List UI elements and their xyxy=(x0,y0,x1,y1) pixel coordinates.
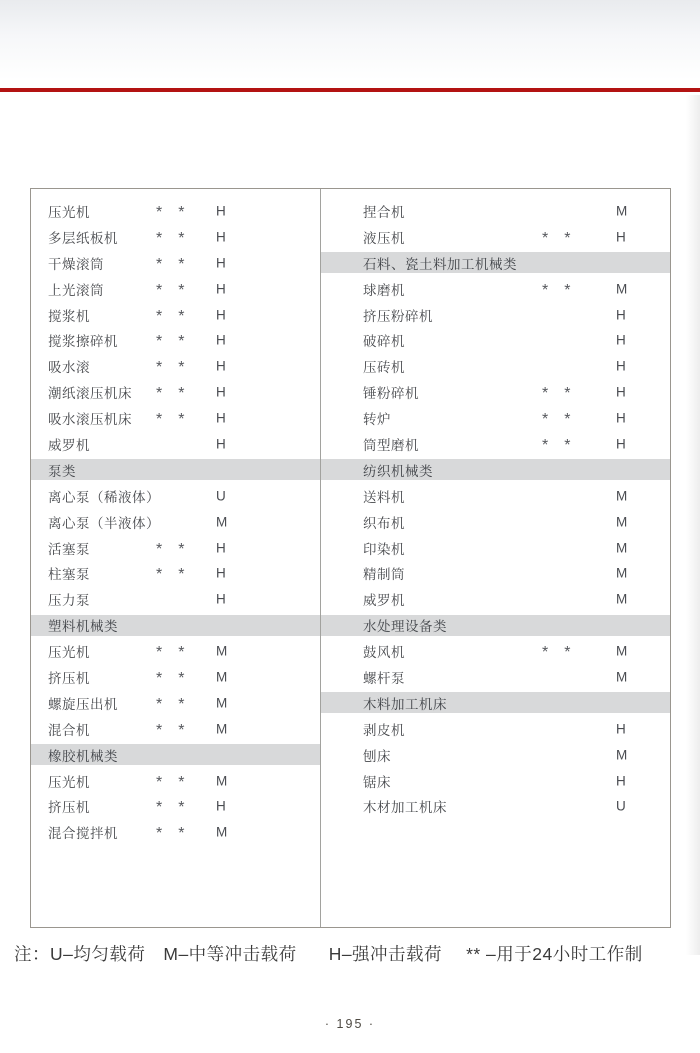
duty-24h-stars: ** xyxy=(156,385,201,403)
table-row xyxy=(321,483,670,509)
section-header-band xyxy=(31,459,320,480)
table-row xyxy=(31,276,320,302)
load-symbol: H xyxy=(216,540,227,556)
load-symbol: M xyxy=(216,695,228,711)
table-row xyxy=(321,509,670,535)
machine-name: 鼓风机 xyxy=(363,645,405,661)
duty-24h-stars: ** xyxy=(156,255,201,273)
table-row xyxy=(321,198,670,224)
machine-name: 挤压机 xyxy=(48,800,90,816)
section-header-band xyxy=(321,692,670,713)
table-row xyxy=(31,560,320,586)
load-symbol: H xyxy=(616,384,627,400)
machine-name: 搅浆机 xyxy=(48,308,90,324)
table-row xyxy=(31,431,320,457)
section-header-band xyxy=(31,744,320,765)
machine-name: 混合机 xyxy=(48,722,90,738)
duty-24h-stars: ** xyxy=(156,411,201,429)
table-row xyxy=(321,793,670,819)
machine-name: 压力泵 xyxy=(48,593,90,609)
table-column-left xyxy=(31,189,321,927)
legend-item-u: U–均匀载荷 xyxy=(50,944,146,964)
duty-24h-stars: ** xyxy=(156,773,201,791)
duty-24h-stars: ** xyxy=(156,644,201,662)
duty-24h-stars: ** xyxy=(156,333,201,351)
load-symbol: H xyxy=(216,384,227,400)
machine-name: 锯床 xyxy=(363,774,391,790)
load-symbol: M xyxy=(216,773,228,789)
machine-name: 织布机 xyxy=(363,515,405,531)
machine-name: 筒型磨机 xyxy=(363,437,419,453)
machine-name: 挤压粉碎机 xyxy=(363,308,433,324)
table-row xyxy=(31,302,320,328)
load-symbol: H xyxy=(216,591,227,607)
table-row xyxy=(31,638,320,664)
machine-name: 压砖机 xyxy=(363,360,405,376)
table-row xyxy=(321,327,670,353)
load-symbol: H xyxy=(216,410,227,426)
duty-24h-stars: ** xyxy=(542,281,587,299)
section-header-row xyxy=(31,457,320,483)
duty-24h-stars: ** xyxy=(156,669,201,687)
page-number: · 195 · xyxy=(324,1017,376,1031)
machine-name: 活塞泵 xyxy=(48,541,90,557)
table-row xyxy=(31,768,320,794)
legend-note xyxy=(14,941,694,966)
section-header-row xyxy=(31,612,320,638)
machine-name: 威罗机 xyxy=(363,593,405,609)
load-symbol: M xyxy=(216,669,228,685)
load-symbol: M xyxy=(216,643,228,659)
machine-name: 挤压机 xyxy=(48,670,90,686)
duty-24h-stars: ** xyxy=(156,359,201,377)
load-symbol: H xyxy=(216,229,227,245)
table-row xyxy=(31,716,320,742)
table-row xyxy=(31,379,320,405)
load-symbol: H xyxy=(216,281,227,297)
load-symbol: M xyxy=(216,514,228,530)
table-row xyxy=(31,483,320,509)
section-title: 水处理设备类 xyxy=(363,619,447,635)
duty-24h-stars: ** xyxy=(156,307,201,325)
table-row xyxy=(321,586,670,612)
duty-24h-stars: ** xyxy=(156,566,201,584)
load-symbol: H xyxy=(216,358,227,374)
header-rule xyxy=(0,88,700,92)
load-symbol: H xyxy=(216,332,227,348)
machine-name: 精制筒 xyxy=(363,567,405,583)
section-header-band xyxy=(321,252,670,273)
table-row xyxy=(321,224,670,250)
table-row xyxy=(321,353,670,379)
table-row xyxy=(321,638,670,664)
load-symbol: H xyxy=(616,773,627,789)
machine-name: 捏合机 xyxy=(363,204,405,220)
table-row xyxy=(321,664,670,690)
table-row xyxy=(321,768,670,794)
load-symbol: M xyxy=(216,824,228,840)
table-row xyxy=(31,353,320,379)
table-row xyxy=(31,793,320,819)
load-symbol: H xyxy=(616,721,627,737)
legend-item-h: H–强冲击载荷 xyxy=(328,944,443,964)
duty-24h-stars: ** xyxy=(156,203,201,221)
machine-name: 潮纸滚压机床 xyxy=(48,386,132,402)
machine-name: 离心泵（稀液体） xyxy=(48,489,160,505)
machine-name: 上光滚筒 xyxy=(48,282,104,298)
machine-name: 刨床 xyxy=(363,748,391,764)
load-symbol: M xyxy=(616,565,628,581)
machine-name: 混合搅拌机 xyxy=(48,826,118,842)
section-title: 泵类 xyxy=(48,463,76,479)
machine-name: 吸水滚 xyxy=(48,360,90,376)
machine-name: 木材加工机床 xyxy=(363,800,447,816)
machine-name: 螺旋压出机 xyxy=(48,696,118,712)
table-row xyxy=(321,742,670,768)
duty-24h-stars: ** xyxy=(156,540,201,558)
duty-24h-stars: ** xyxy=(156,721,201,739)
note-label: 注： xyxy=(14,944,50,964)
load-symbol: M xyxy=(616,540,628,556)
section-header-row xyxy=(321,250,670,276)
table-row xyxy=(31,224,320,250)
load-symbol: H xyxy=(616,229,627,245)
duty-24h-stars: ** xyxy=(542,644,587,662)
load-symbol: U xyxy=(216,488,227,504)
section-header-row xyxy=(31,742,320,768)
load-symbol: M xyxy=(616,203,628,219)
table-row xyxy=(31,198,320,224)
load-symbol: M xyxy=(616,591,628,607)
table-row xyxy=(321,431,670,457)
table-row xyxy=(321,405,670,431)
section-header-band xyxy=(321,459,670,480)
machine-name: 剥皮机 xyxy=(363,722,405,738)
table-row xyxy=(321,379,670,405)
table-row xyxy=(31,690,320,716)
machine-name: 威罗机 xyxy=(48,437,90,453)
machine-name: 球磨机 xyxy=(363,282,405,298)
load-symbol: M xyxy=(616,643,628,659)
machine-name: 压光机 xyxy=(48,774,90,790)
duty-24h-stars: ** xyxy=(156,281,201,299)
load-symbol: H xyxy=(616,307,627,322)
machine-name: 柱塞泵 xyxy=(48,567,90,583)
duty-24h-stars: ** xyxy=(156,229,201,247)
section-header-band xyxy=(321,615,670,636)
legend-item-stars: ** –用于24小时工作制 xyxy=(466,944,643,964)
load-symbol: M xyxy=(216,721,228,737)
load-symbol: H xyxy=(616,410,627,426)
duty-24h-stars: ** xyxy=(542,385,587,403)
load-symbol: U xyxy=(616,798,627,814)
machine-name: 干燥滚筒 xyxy=(48,256,104,272)
section-header-row xyxy=(321,612,670,638)
load-symbol: M xyxy=(616,281,628,297)
table-row xyxy=(31,327,320,353)
section-title: 木料加工机床 xyxy=(363,696,447,712)
machine-load-table xyxy=(30,188,671,928)
load-symbol: M xyxy=(616,514,628,530)
table-row xyxy=(31,509,320,535)
duty-24h-stars: ** xyxy=(542,411,587,429)
table-row xyxy=(31,664,320,690)
duty-24h-stars: ** xyxy=(542,436,587,454)
duty-24h-stars: ** xyxy=(542,229,587,247)
table-row xyxy=(321,302,670,328)
table-row xyxy=(321,716,670,742)
machine-name: 液压机 xyxy=(363,230,405,246)
legend-item-m: M–中等冲击载荷 xyxy=(163,944,297,964)
table-column-right xyxy=(321,189,670,927)
load-symbol: M xyxy=(616,488,628,504)
table-row xyxy=(31,535,320,561)
machine-name: 吸水滚压机床 xyxy=(48,412,132,428)
table-row xyxy=(31,586,320,612)
load-symbol: H xyxy=(216,565,227,581)
load-symbol: H xyxy=(216,798,227,814)
table-row xyxy=(321,560,670,586)
load-symbol: H xyxy=(216,436,227,452)
section-title: 橡胶机械类 xyxy=(48,748,118,764)
machine-name: 印染机 xyxy=(363,541,405,557)
load-symbol: H xyxy=(616,436,627,452)
section-title: 塑料机械类 xyxy=(48,619,118,635)
load-symbol: H xyxy=(216,307,227,322)
load-symbol: M xyxy=(616,669,628,685)
load-symbol: H xyxy=(216,255,227,271)
machine-name: 送料机 xyxy=(363,489,405,505)
duty-24h-stars: ** xyxy=(156,825,201,843)
machine-name: 搅浆擦碎机 xyxy=(48,334,118,350)
machine-name: 压光机 xyxy=(48,645,90,661)
machine-name: 多层纸板机 xyxy=(48,230,118,246)
section-title: 纺织机械类 xyxy=(363,463,433,479)
section-header-row xyxy=(321,457,670,483)
machine-name: 压光机 xyxy=(48,204,90,220)
machine-name: 破碎机 xyxy=(363,334,405,350)
table-row xyxy=(31,250,320,276)
load-symbol: H xyxy=(616,358,627,374)
machine-name: 螺杆泵 xyxy=(363,670,405,686)
section-header-row xyxy=(321,690,670,716)
duty-24h-stars: ** xyxy=(156,695,201,713)
machine-name: 转炉 xyxy=(363,412,391,428)
table-row xyxy=(321,535,670,561)
table-row xyxy=(321,276,670,302)
duty-24h-stars: ** xyxy=(156,799,201,817)
table-row xyxy=(31,819,320,845)
load-symbol: H xyxy=(616,332,627,348)
machine-name: 锤粉碎机 xyxy=(363,386,419,402)
table-row xyxy=(31,405,320,431)
load-symbol: H xyxy=(216,203,227,219)
section-title: 石料、瓷土料加工机械类 xyxy=(363,256,517,272)
load-symbol: M xyxy=(616,747,628,763)
machine-name: 离心泵（半液体） xyxy=(48,515,160,531)
section-header-band xyxy=(31,615,320,636)
